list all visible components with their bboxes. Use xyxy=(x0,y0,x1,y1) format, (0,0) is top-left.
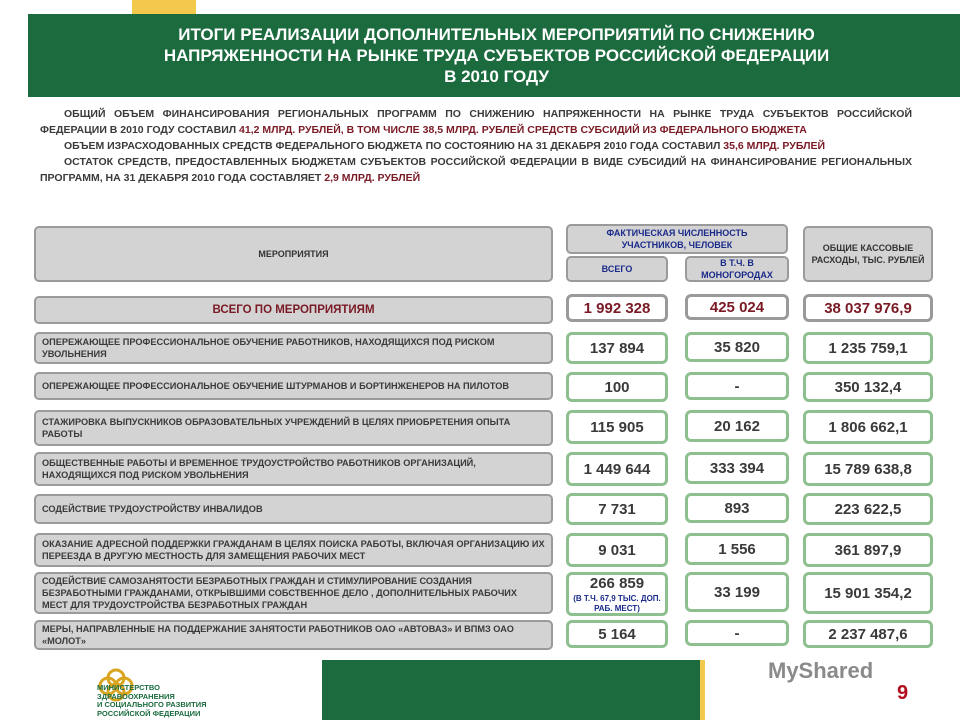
header-expenses: ОБЩИЕ КАССОВЫЕ РАСХОДЫ, ТЫС. РУБЛЕЙ xyxy=(803,226,933,282)
row-label: ОБЩЕСТВЕННЫЕ РАБОТЫ И ВРЕМЕННОЕ ТРУДОУСТРОЙСТВО РАБОТНИКОВ ОРГАНИЗАЦИЙ, НАХОДЯЩИХСЯ ПОД РИСКОМ УВОЛЬНЕНИЯ xyxy=(34,452,553,486)
watermark: MyShared xyxy=(768,658,874,683)
cell-total: 100 xyxy=(566,372,668,402)
cell-mono: - xyxy=(685,620,789,646)
intro-paragraph-1: ОБЩИЙ ОБЪЕМ ФИНАНСИРОВАНИЯ РЕГИОНАЛЬНЫХ ПРОГРАММ ПО СНИЖЕНИЮ НАПРЯЖЕННОСТИ НА РЫНКЕ ТРУДА СУБЪЕКТОВ РОССИЙСКОЙ ФЕДЕРАЦИИ В 2010 ГОДУ СОСТАВИЛ 41,2 МЛРД. РУБЛЕЙ, В ТОМ ЧИСЛЕ 38,5 МЛРД. РУБЛЕЙ СРЕДСТВ СУБСИДИЙ ИЗ ФЕДЕРАЛЬНОГО БЮДЖЕТА xyxy=(40,108,912,136)
cell-mono: 893 xyxy=(685,493,789,523)
intro-paragraph-3: ОСТАТОК СРЕДСТВ, ПРЕДОСТАВЛЕННЫХ БЮДЖЕТАМ СУБЪЕКТОВ РОССИЙСКОЙ ФЕДЕРАЦИИ В ВИДЕ СУБСИДИЙ НА ФИНАНСИРОВАНИЕ РЕГИОНАЛЬНЫХ ПРОГРАММ, НА 31 ДЕКАБРЯ 2010 ГОДА СОСТАВЛЯЕТ 2,9 МЛРД. РУБЛЕЙ xyxy=(40,156,912,184)
header-measures: МЕРОПРИЯТИЯ xyxy=(34,226,553,282)
cell-total-note: (В Т.Ч. 67,9 ТЫС. ДОП. РАБ. МЕСТ) xyxy=(573,593,661,613)
cell-mono: - xyxy=(685,372,789,400)
cell-total: 266 859 (В Т.Ч. 67,9 ТЫС. ДОП. РАБ. МЕСТ) xyxy=(566,572,668,616)
cell-expenses: 1 806 662,1 xyxy=(803,410,933,444)
cell-expenses: 350 132,4 xyxy=(803,372,933,402)
cell-expenses: 1 235 759,1 xyxy=(803,332,933,364)
ministry-name: МИНИСТЕРСТВО ЗДРАВООХРАНЕНИЯ И СОЦИАЛЬНОГО РАЗВИТИЯ РОССИЙСКОЙ ФЕДЕРАЦИИ xyxy=(97,683,207,718)
cell-expenses: 223 622,5 xyxy=(803,493,933,525)
cell-total: 9 031 xyxy=(566,533,668,567)
cell-total: 137 894 xyxy=(566,332,668,364)
cell-expenses: 15 789 638,8 xyxy=(803,452,933,486)
row-label: СОДЕЙСТВИЕ ТРУДОУСТРОЙСТВУ ИНВАЛИДОВ xyxy=(34,494,553,524)
cell-total: 5 164 xyxy=(566,620,668,648)
row-label: СОДЕЙСТВИЕ САМОЗАНЯТОСТИ БЕЗРАБОТНЫХ ГРАЖДАН И СТИМУЛИРОВАНИЕ СОЗДАНИЯ БЕЗРАБОТНЫМИ ГРАЖДАНАМИ, ОТКРЫВШИМИ СОБСТВЕННОЕ ДЕЛО , ДОПОЛНИТЕЛЬНЫХ РАБОЧИХ МЕСТ ДЛЯ ТРУДОУСТРОЙСТВА БЕЗРАБОТНЫХ ГРАЖДАН xyxy=(34,572,553,614)
intro-paragraph-2: ОБЪЕМ ИЗРАСХОДОВАННЫХ СРЕДСТВ ФЕДЕРАЛЬНОГО БЮДЖЕТА ПО СОСТОЯНИЮ НА 31 ДЕКАБРЯ 2010 ГОДА СОСТАВИЛ 35,6 МЛРД. РУБЛЕЙ xyxy=(64,140,826,152)
cell-mono: 333 394 xyxy=(685,452,789,484)
intro-text xyxy=(40,106,912,186)
cell-mono: 20 162 xyxy=(685,410,789,442)
cell-expenses: 15 901 354,2 xyxy=(803,572,933,614)
cell-total-expenses: 38 037 976,9 xyxy=(803,294,933,322)
cell-total: 1 449 644 xyxy=(566,452,668,486)
row-label-total: ВСЕГО ПО МЕРОПРИЯТИЯМ xyxy=(34,296,553,324)
row-label: ОПЕРЕЖАЮЩЕЕ ПРОФЕССИОНАЛЬНОЕ ОБУЧЕНИЕ ШТУРМАНОВ И БОРТИНЖЕНЕРОВ НА ПИЛОТОВ xyxy=(34,372,553,400)
slide-header xyxy=(28,14,960,97)
header-participants: ФАКТИЧЕСКАЯ ЧИСЛЕННОСТЬ УЧАСТНИКОВ, ЧЕЛОВЕК xyxy=(566,224,788,254)
footer-green-block xyxy=(322,660,700,720)
cell-mono: 33 199 xyxy=(685,572,789,612)
header-total: ВСЕГО xyxy=(566,256,668,282)
row-label: ОПЕРЕЖАЮЩЕЕ ПРОФЕССИОНАЛЬНОЕ ОБУЧЕНИЕ РАБОТНИКОВ, НАХОДЯЩИХСЯ ПОД РИСКОМ УВОЛЬНЕНИЯ xyxy=(34,332,553,364)
cell-total-mono: 425 024 xyxy=(685,294,789,320)
footer-yellow-stripe xyxy=(700,660,705,720)
cell-total: 115 905 xyxy=(566,410,668,444)
cell-mono: 1 556 xyxy=(685,533,789,565)
row-label: МЕРЫ, НАПРАВЛЕННЫЕ НА ПОДДЕРЖАНИЕ ЗАНЯТОСТИ РАБОТНИКОВ ОАО «АВТОВАЗ» И ВПМЗ ОАО «МОЛОТ» xyxy=(34,620,553,650)
top-accent-bar xyxy=(132,0,196,14)
cell-mono: 35 820 xyxy=(685,332,789,362)
cell-expenses: 2 237 487,6 xyxy=(803,620,933,648)
header-mono: В Т.Ч. В МОНОГОРОДАХ xyxy=(685,256,789,282)
page-number: 9 xyxy=(897,682,909,704)
slide-title: ИТОГИ РЕАЛИЗАЦИИ ДОПОЛНИТЕЛЬНЫХ МЕРОПРИЯТИЙ ПО СНИЖЕНИЮ НАПРЯЖЕННОСТИ НА РЫНКЕ ТРУДА СУБЪЕКТОВ РОССИЙСКОЙ ФЕДЕРАЦИИ В 2010 ГОДУ xyxy=(163,25,830,86)
cell-total: 7 731 xyxy=(566,493,668,525)
cell-total-all: 1 992 328 xyxy=(566,294,668,322)
cell-expenses: 361 897,9 xyxy=(803,533,933,567)
row-label: ОКАЗАНИЕ АДРЕСНОЙ ПОДДЕРЖКИ ГРАЖДАНАМ В ЦЕЛЯХ ПОИСКА РАБОТЫ, ВКЛЮЧАЯ ОРГАНИЗАЦИЮ ИХ ПЕРЕЕЗДА В ДРУГУЮ МЕСТНОСТЬ ДЛЯ ЗАМЕЩЕНИЯ РАБОЧИХ МЕСТ xyxy=(34,533,553,567)
row-label: СТАЖИРОВКА ВЫПУСКНИКОВ ОБРАЗОВАТЕЛЬНЫХ УЧРЕЖДЕНИЙ В ЦЕЛЯХ ПРИОБРЕТЕНИЯ ОПЫТА РАБОТЫ xyxy=(34,410,553,446)
